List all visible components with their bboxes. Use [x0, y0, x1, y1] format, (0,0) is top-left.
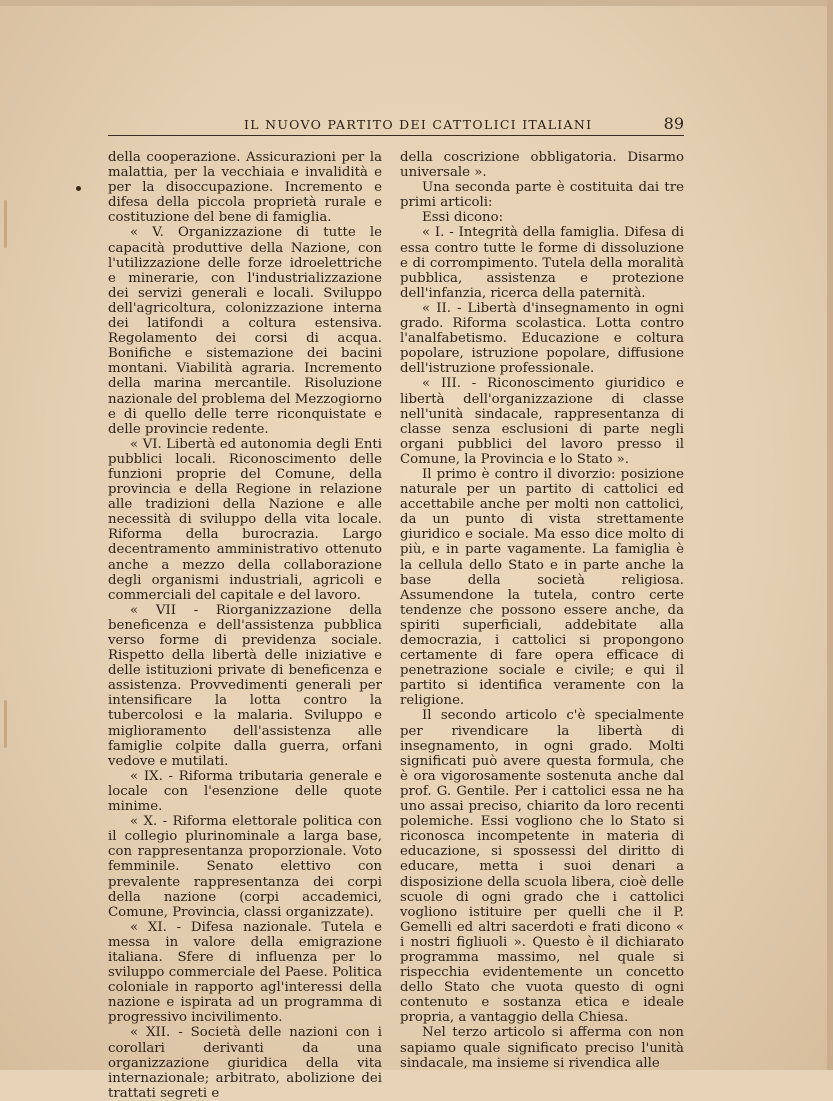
- paragraph: Una seconda parte è costituita dai tre primi articoli:: [400, 180, 684, 211]
- paragraph: « XII. - Società delle nazioni con i corollari derivanti da una organizzazione giuridica della vita internazionale; arbitrato, abolizione dei trattati segreti e: [108, 1025, 382, 1101]
- paragraph: della coscrizione obbligatoria. Disarmo universale ».: [400, 150, 684, 181]
- header-rule: [108, 135, 684, 136]
- right-column: [400, 150, 684, 1071]
- paragraph: « I. - Integrità della famiglia. Difesa di essa contro tutte le forme di dissoluzione e di corrompimento. Tutela della moralità pubblica, assistenza e protezione dell'infanzia, ricerca della paternità.: [400, 225, 684, 301]
- paragraph: « VI. Libertà ed autonomia degli Enti pubblici locali. Riconoscimento delle funzioni proprie del Comune, della provincia e della Regione in relazione alle tradizioni della Nazione e alle necessità di sviluppo della vita locale. Riforma della burocrazia. Largo decentramento amministrativo ottenuto anche a mezzo della collaborazione degli organismi industriali, agricoli e commerciali del capitale e del lavoro.: [108, 436, 382, 603]
- page-right-edge: [827, 0, 833, 1070]
- page-number: 89: [663, 114, 684, 133]
- paragraph: « VII - Riorganizzazione della beneficenza e dell'assistenza pubblica verso forme di previdenza sociale. Rispetto della libertà delle iniziative e delle istituzioni private di beneficenza e assistenza. Provvedimenti generali per intensificare la lotta contro la tubercolosi e la malaria. Sviluppo e miglioramento dell'assistenza alle famiglie colpite dalla guerra, orfani vedove e mutilati.: [108, 602, 382, 769]
- paragraph: « X. - Riforma elettorale politica con il collegio plurinominale a larga base, con rappresentanza proporzionale. Voto femminile. Senato elettivo con prevalente rappresentanza dei corpi della nazione (corpi accademici, Comune, Provincia, classi organizzate).: [108, 814, 382, 920]
- binding-mark: [4, 700, 7, 748]
- paragraph: « XI. - Difesa nazionale. Tutela e messa in valore della emigrazione italiana. Sfere di influenza per lo sviluppo commerciale del Paese. Politica coloniale in rapporto agl'interessi della nazione e ispirata ad un programma di progressivo incivilimento.: [108, 919, 382, 1026]
- running-head: [108, 114, 684, 133]
- binding-mark: [4, 200, 7, 248]
- paragraph: « III. - Riconoscimento giuridico e libertà dell'organizzazione di classe nell'unità sindacale, rappresentanza di classe senza esclusioni di parte negli organi pubblici del lavoro presso il Comune, la Provincia e lo Stato ».: [400, 376, 684, 467]
- paragraph: « V. Organizzazione di tutte le capacità produttive della Nazione, con l'utilizzazione delle forze idroelettriche e minerarie, con l'industrializzazione dei servizi generali e locali. Sviluppo dell'agricoltura, colonizzazione interna dei latifondi a coltura estensiva. Regolamento dei corsi di acqua. Bonifiche e sistemazione dei bacini montani. Viabilità agraria. Incremento della marina mercantile. Risoluzione nazionale del problema del Mezzogiorno e di quello delle terre riconquistate e delle provincie redente.: [108, 225, 382, 437]
- page-top-edge: [0, 0, 833, 6]
- left-column: [108, 150, 382, 1101]
- paragraph: « IX. - Riforma tributaria generale e locale con l'esenzione delle quote minime.: [108, 768, 382, 815]
- paragraph: Nel terzo articolo si afferma con non sapiamo quale significato preciso l'unità sindacale, ma insieme si rivendica alle: [400, 1025, 684, 1071]
- paragraph: Il primo è contro il divorzio: posizione naturale per un partito di cattolici ed accettabile anche per molti non cattolici, da un punto di vista strettamente giuridico e sociale. Ma esso dice molto di più, e in parte vagamente. La famiglia è la cellula dello Stato e in parte anche la base della società religiosa. Assumendone la tutela, contro certe tendenze che possono essere anche, da spiriti superficiali, addebitate alla democrazia, i cattolici si propongono certamente di fare opera efficace di penetrazione sociale e civile; e qui il partito si identifica veramente con la religione.: [400, 466, 684, 709]
- paragraph: « II. - Libertà d'insegnamento in ogni grado. Riforma scolastica. Lotta contro l'analfabetismo. Educazione e coltura popolare, istruzione popolare, diffusione dell'istruzione professionale.: [400, 300, 684, 377]
- paragraph: della cooperazione. Assicurazioni per la malattia, per la vecchiaia e invalidità e per la disoccupazione. Incremento e difesa della piccola proprietà rurale e costituzione del bene di famiglia.: [108, 150, 382, 226]
- paragraph: Essi dicono:: [422, 210, 504, 226]
- running-title: IL NUOVO PARTITO DEI CATTOLICI ITALIANI: [244, 117, 593, 132]
- ink-dot: [76, 186, 81, 191]
- paragraph: Il secondo articolo c'è specialmente per rivendicare la libertà di insegnamento, in ogni grado. Molti significati può avere questa formula, che è ora vigorosamente sostenuta anche dal prof. G. Gentile. Per i cattolici essa ne ha uno assai preciso, chiarito da loro recenti polemiche. Essi vogliono che lo Stato si riconosca incompetente in materia di educazione, si spossessi del diritto di educare, metta i suoi denari a disposizione della scuola libera, cioè delle scuole di ogni grado che i cattolici vogliono istituire per quelli che il P. Gemelli ed altri sacerdoti e frati dicono « i nostri figliuoli ». Questo è il dichiarato programma massimo, nel quale si rispecchia evidentemente un concetto dello Stato che vuota questo di ogni contenuto e sostanza etica e ideale propria, a vantaggio della Chiesa.: [400, 708, 684, 1026]
